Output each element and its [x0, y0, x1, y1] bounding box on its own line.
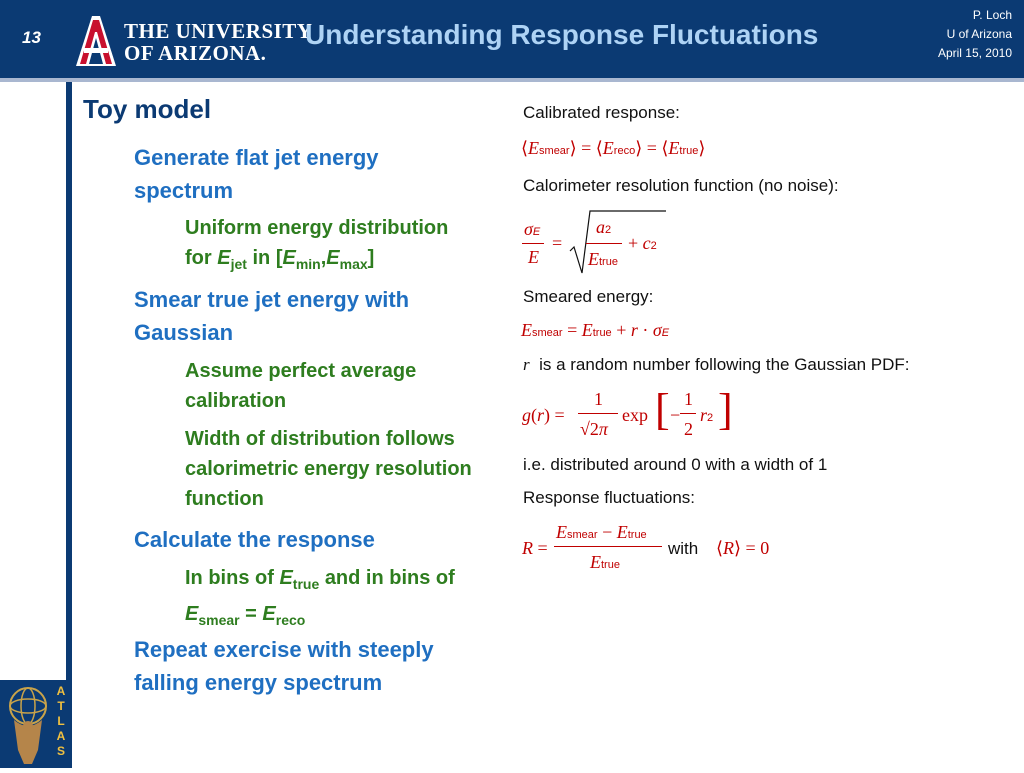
slide-number: 13 — [22, 28, 41, 47]
header-bar — [0, 0, 1024, 82]
bullet-generate-spectrum: Generate flat jet energy spectrum — [134, 145, 379, 203]
text-smeared-energy: Smeared energy: — [523, 287, 654, 306]
bullet-perfect-calibration: Assume perfect average calibration — [185, 360, 417, 412]
bullet-bins: In bins of $E_{true}$ and in bins of $E_{smear} = E_{reco}$ — [185, 567, 455, 628]
text-response-fluctuations: Response fluctuations: — [523, 488, 695, 507]
heading-toy-model: Toy model — [83, 94, 212, 124]
atlas-label: ATLAS — [56, 684, 66, 758]
bullet-calculate-response: Calculate the response — [134, 527, 375, 552]
logo-line-1: THE UNIVERSITY — [124, 19, 313, 43]
bullet-smear-energy: Smear true jet energy with Gaussian — [134, 287, 410, 345]
equation-resolution: σE E = a2 Etrue + c2 — [520, 205, 680, 280]
slide-meta — [938, 6, 1012, 63]
logo-line-2: OF ARIZONA. — [124, 41, 267, 65]
university-a-logo-icon — [74, 14, 118, 68]
text-random-number: r is a random number following the Gaussian PDF: — [523, 355, 910, 374]
atlas-logo — [0, 680, 72, 768]
date: April 15, 2010 — [937, 46, 1012, 60]
bullet-repeat-exercise: Repeat exercise with steeply falling energy spectrum — [134, 637, 434, 695]
author: P. Loch — [972, 8, 1012, 22]
equation-gaussian-pdf: g(r) = 1 √2π exp [ − 1 2 r2 ] — [522, 385, 733, 439]
text-with: with — [668, 539, 699, 558]
uniform-line1: Uniform energy distribution — [185, 217, 449, 239]
left-margin — [0, 82, 66, 768]
equation-smeared-energy: Esmear = Etrue + r · σE — [521, 320, 670, 340]
text-distributed-around-zero: i.e. distributed around 0 with a width of 1 — [523, 455, 828, 474]
equation-response: R = Esmear − Etrue Etrue with ⟨R⟩ = 0 — [522, 522, 770, 572]
institution: U of Arizona — [946, 27, 1012, 41]
text-resolution-function: Calorimeter resolution function (no noise): — [523, 176, 839, 195]
bullet-uniform-distribution: Uniform energy distribution for $E_{jet}$ in $[E_{min},E_{max}]$ — [185, 217, 449, 272]
left-divider — [66, 82, 72, 768]
equation-calibrated-response: ⟨Esmear⟩ = ⟨Ereco⟩ = ⟨Etrue⟩ — [521, 138, 706, 158]
slide-title: Understanding Response Fluctuations — [305, 19, 819, 50]
university-wordmark — [124, 20, 312, 64]
text-calibrated-response: Calibrated response: — [523, 103, 680, 122]
bullet-resolution-width: Width of distribution follows calorimetric energy resolution function — [185, 428, 472, 510]
